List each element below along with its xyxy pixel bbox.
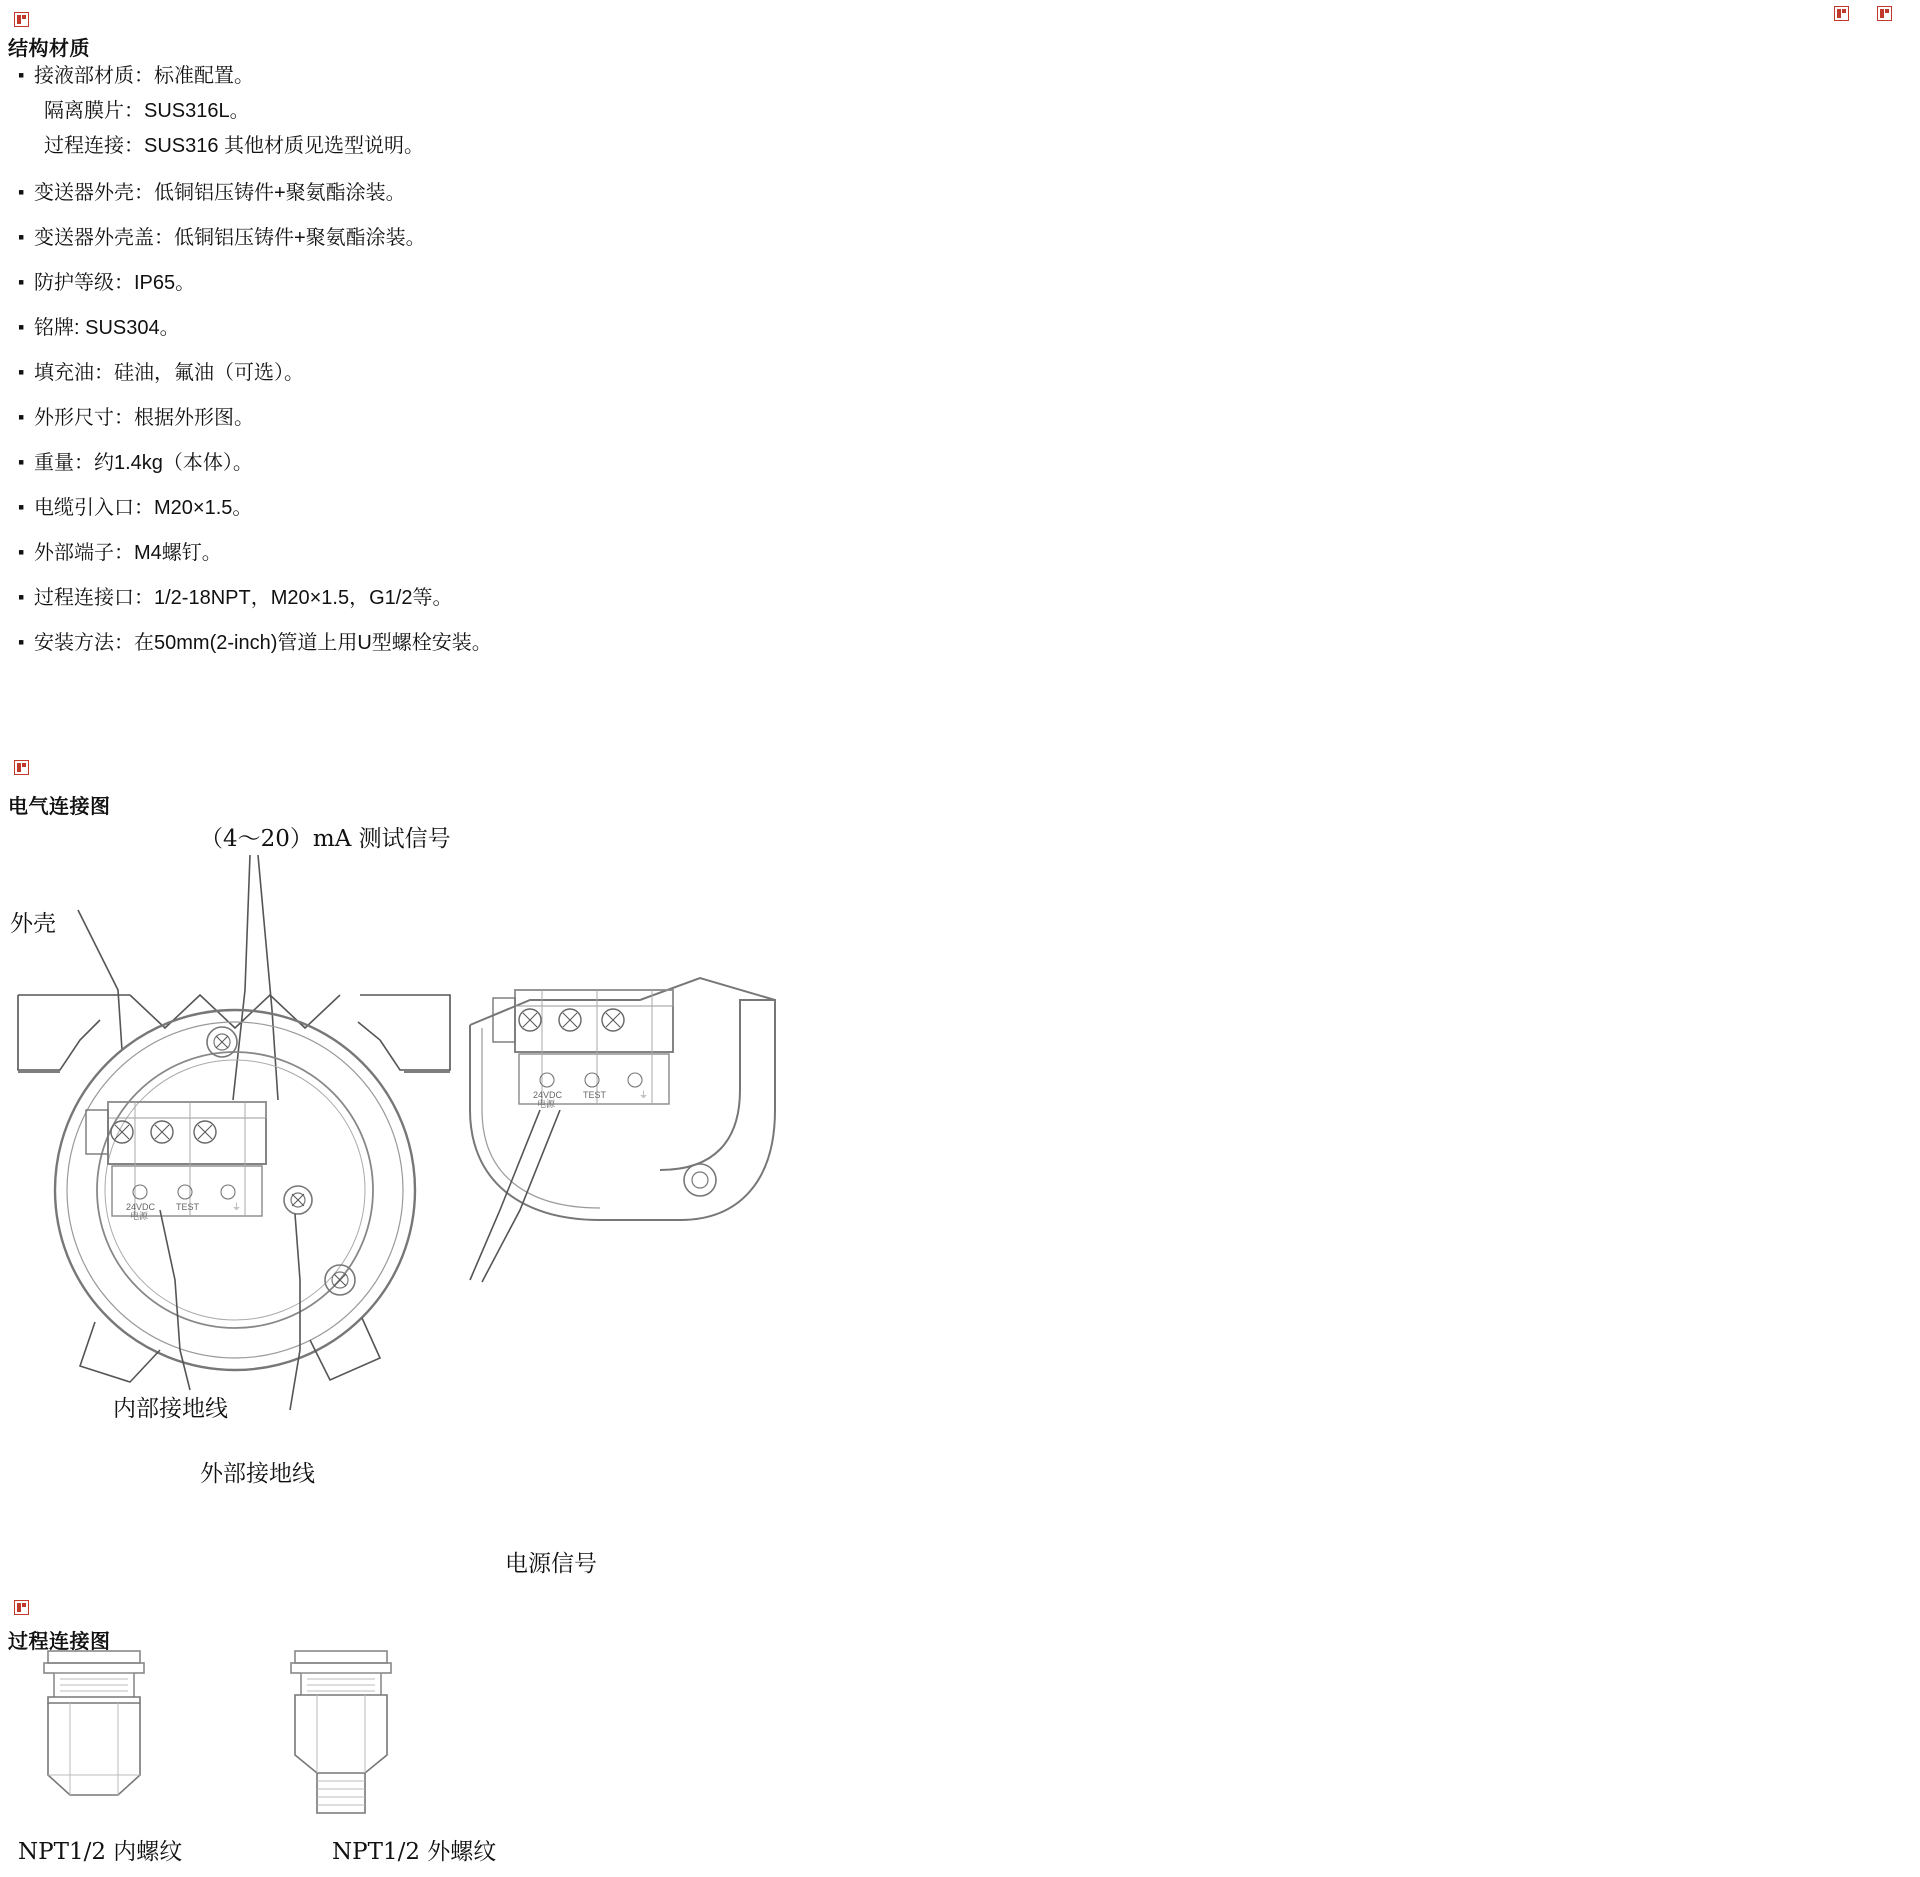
spec-list <box>18 66 918 670</box>
list-item <box>18 588 918 611</box>
list-item <box>18 318 918 341</box>
bullet-icon: ▪ <box>18 407 25 427</box>
process-connection-caption-male: NPT1/2 外螺纹 <box>332 1839 497 1865</box>
svg-text:电源: 电源 <box>130 1211 149 1221</box>
list-item-subtext: 过程连接：SUS316 其他材质见选型说明。 <box>44 135 425 157</box>
bullet-icon: ▪ <box>18 452 25 472</box>
list-item <box>18 498 918 521</box>
section-title-electrical-connection: 电气连接图 <box>8 796 111 818</box>
figure-label-test-signal: （4～20）mA 测试信号 <box>200 826 451 852</box>
broken-image-icon <box>1834 6 1849 21</box>
list-item-text: 变送器外壳盖：低铜铝压铸件+聚氨酯涂装。 <box>34 227 426 249</box>
svg-text:24VDC: 24VDC <box>533 1090 563 1100</box>
list-item-text: 重量：约1.4kg（本体）。 <box>34 452 253 474</box>
bullet-icon: ▪ <box>18 542 25 562</box>
svg-text:24VDC: 24VDC <box>126 1202 156 1212</box>
broken-image-icon <box>1877 6 1892 21</box>
svg-text:TEST: TEST <box>176 1202 200 1212</box>
bullet-icon: ▪ <box>18 65 25 85</box>
list-item <box>18 453 918 476</box>
list-item <box>18 273 918 296</box>
svg-text:⏚: ⏚ <box>232 1202 242 1212</box>
process-connection-caption-female: NPT1/2 内螺纹 <box>18 1839 183 1865</box>
list-item-text: 外形尺寸：根据外形图。 <box>34 407 254 429</box>
bullet-icon: ▪ <box>18 227 25 247</box>
list-item <box>18 408 918 431</box>
broken-image-icon <box>14 760 29 775</box>
list-item-text: 填充油：硅油，氟油（可选）。 <box>34 362 304 384</box>
figure-label-power-signal: 电源信号 <box>505 1551 597 1577</box>
list-item-text: 铭牌: SUS304。 <box>34 317 180 339</box>
list-item-text: 接液部材质：标准配置。 <box>34 65 254 87</box>
section-title-structure-materials: 结构材质 <box>8 38 90 60</box>
list-item <box>18 66 918 157</box>
broken-image-icon <box>14 12 29 27</box>
bullet-icon: ▪ <box>18 497 25 517</box>
bullet-icon: ▪ <box>18 317 25 337</box>
svg-text:⏚: ⏚ <box>639 1090 649 1100</box>
bullet-icon: ▪ <box>18 182 25 202</box>
broken-image-icon <box>14 1600 29 1615</box>
list-item-text: 防护等级：IP65。 <box>34 272 196 294</box>
bullet-icon: ▪ <box>18 587 25 607</box>
figure-label-internal-ground: 内部接地线 <box>113 1396 228 1422</box>
svg-text:TEST: TEST <box>583 1090 607 1100</box>
electrical-connection-figure <box>0 810 1100 1600</box>
svg-text:电源: 电源 <box>537 1099 556 1109</box>
bullet-icon: ▪ <box>18 272 25 292</box>
list-item <box>18 363 918 386</box>
figure-label-external-ground: 外部接地线 <box>200 1461 315 1487</box>
list-item-text: 变送器外壳：低铜铝压铸件+聚氨酯涂装。 <box>34 182 406 204</box>
list-item-text: 过程连接口：1/2-18NPT，M20×1.5，G1/2等。 <box>34 587 453 609</box>
list-item-text: 外部端子：M4螺钉。 <box>34 542 222 564</box>
list-item <box>18 228 918 251</box>
figure-label-housing: 外壳 <box>10 911 56 937</box>
bullet-icon: ▪ <box>18 362 25 382</box>
list-item <box>18 633 918 656</box>
list-item-text: 安装方法：在50mm(2-inch)管道上用U型螺栓安装。 <box>34 632 492 654</box>
list-item-subtext: 隔离膜片：SUS316L。 <box>44 100 250 122</box>
page-corner-marks <box>1834 6 1892 21</box>
electrical-connection-drawing <box>0 810 1100 1600</box>
bullet-icon: ▪ <box>18 632 25 652</box>
section-title-process-connection: 过程连接图 <box>8 1631 111 1653</box>
list-item <box>18 183 918 206</box>
list-item-text: 电缆引入口：M20×1.5。 <box>34 497 253 519</box>
list-item <box>18 543 918 566</box>
